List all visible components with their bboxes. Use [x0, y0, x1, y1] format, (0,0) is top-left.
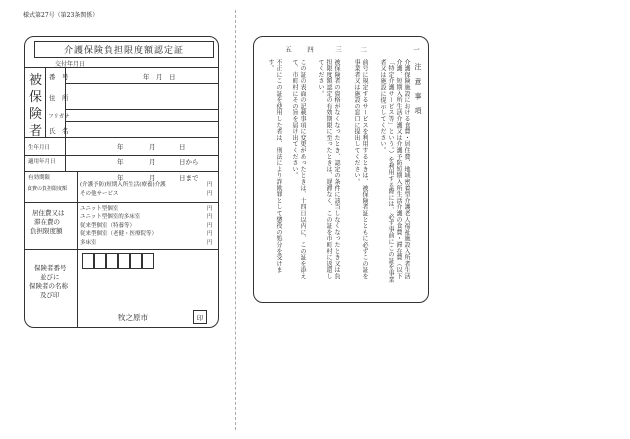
- living-unit-1: 円: [207, 206, 213, 212]
- note-num-1: 一: [412, 46, 420, 53]
- valid-year: 年: [117, 174, 124, 182]
- living-item-3: 従来型個室（特養等）: [80, 223, 136, 229]
- insurer-number-box-2[interactable]: [94, 253, 106, 269]
- insurer-number-box-5[interactable]: [130, 253, 142, 269]
- notes-heading: 注 意 事 項: [414, 63, 422, 115]
- note-num-4: 四: [306, 46, 314, 53]
- food-unit-2: 円: [207, 191, 213, 197]
- number-date: 年 月 日: [143, 73, 176, 81]
- note-text-5: 不正にこの証を使用した者は、刑法により詐欺罪として懲役の処分を受けます。: [267, 59, 282, 274]
- note-num-2: 二: [359, 46, 367, 53]
- birth-year: 年: [117, 143, 124, 151]
- insurer-label-3: 保険者の名称: [29, 282, 68, 290]
- name-label: 氏 名: [49, 127, 69, 135]
- insured-label-3: 険: [29, 107, 43, 122]
- furigana-label: フリガナ: [48, 114, 70, 120]
- valid-label: 有効期限: [28, 175, 51, 181]
- living-unit-3: 円: [207, 223, 213, 229]
- living-label-2: 滞在費の: [34, 218, 60, 226]
- valid-month: 月: [149, 174, 156, 182]
- living-item-1: ユニット型個室: [80, 206, 119, 212]
- birth-label: 生年月日: [28, 145, 51, 151]
- food-item-2: その他サービス: [80, 191, 119, 197]
- insurer-number-box-4[interactable]: [118, 253, 130, 269]
- applied-month: 月: [149, 158, 156, 166]
- birth-month: 月: [149, 143, 156, 151]
- form-number: 様式第27号（第23条関係）: [23, 12, 99, 19]
- living-unit-2: 円: [207, 214, 213, 220]
- applied-label: 適用年月日: [28, 159, 56, 165]
- note-text-2: 前号に規定するサービスを利用するときは、被保険者証とともに必ずこの証を事業者又は施設の窓口に提出してください。: [353, 59, 368, 280]
- living-item-2: ユニット型個室的多床室: [80, 214, 141, 220]
- birth-day: 日: [179, 143, 186, 151]
- note-text-1: 介護保険施設における食費・居住費、地域密着型介護老人福祉施設入所者生活介護、短期入所生活介護又は介護予防短期入所生活介護の食費・滞在費（以下「特定介護サービス等」という。）を利用する際には、必ず事前にこの証を事業者又は施設に提示してください。: [379, 59, 410, 283]
- address-label: 住 所: [49, 94, 69, 102]
- insurer-number-box-1[interactable]: [82, 253, 94, 269]
- note-num-3: 三: [334, 46, 342, 53]
- insured-label-1: 被: [29, 73, 43, 88]
- note-text-3: 被保険者の資格がなくなったとき、認定の条件に該当しなくなったとき又は負担限度額認定の有効期限に至ったときは、遅滞なく、この証を市町村に返還してください。: [317, 59, 340, 280]
- certificate-front: [24, 36, 219, 328]
- food-item-1: (介護予防)短期入所生活(療養)介護: [80, 182, 166, 188]
- applied-year: 年: [117, 158, 124, 166]
- living-unit-4: 円: [207, 231, 213, 237]
- insurer-number-box-6[interactable]: [142, 253, 154, 269]
- valid-day: 日まで: [179, 174, 199, 182]
- food-label: 食費の負担限度額: [27, 186, 68, 192]
- living-item-5: 多床室: [80, 240, 97, 246]
- insurer-seal: 印: [193, 310, 207, 324]
- certificate-title: 介護保険負担限度額認定証: [34, 41, 214, 58]
- note-num-5: 五: [284, 46, 292, 53]
- living-item-4: 従来型個室（老健・医療院等）: [80, 231, 158, 237]
- number-label: 番 号: [49, 73, 69, 81]
- living-label-1: 居住費又は: [32, 209, 65, 217]
- insurer-label-2: 並びに: [40, 273, 60, 281]
- insured-label-4: 者: [29, 124, 43, 139]
- insurer-name: 牧之原市: [118, 313, 148, 322]
- insurer-number-box-3[interactable]: [106, 253, 118, 269]
- issue-date-label: 交付年月日: [55, 61, 86, 68]
- living-unit-5: 円: [207, 240, 213, 246]
- note-text-4: この証の表面の記載事項に変更があったときは、十四日以内に、この証を添えて、市町村にその旨を届け出てください。: [291, 59, 306, 280]
- insured-label-2: 保: [29, 90, 43, 105]
- living-label-3: 負担限度額: [30, 227, 63, 235]
- food-unit-1: 円: [207, 182, 213, 188]
- insurer-label-1: 保険者番号: [34, 264, 67, 272]
- fold-line: [235, 10, 236, 430]
- certificate-back: [253, 36, 429, 303]
- insurer-label-4: 及び印: [40, 291, 60, 299]
- applied-day: 日から: [179, 158, 199, 166]
